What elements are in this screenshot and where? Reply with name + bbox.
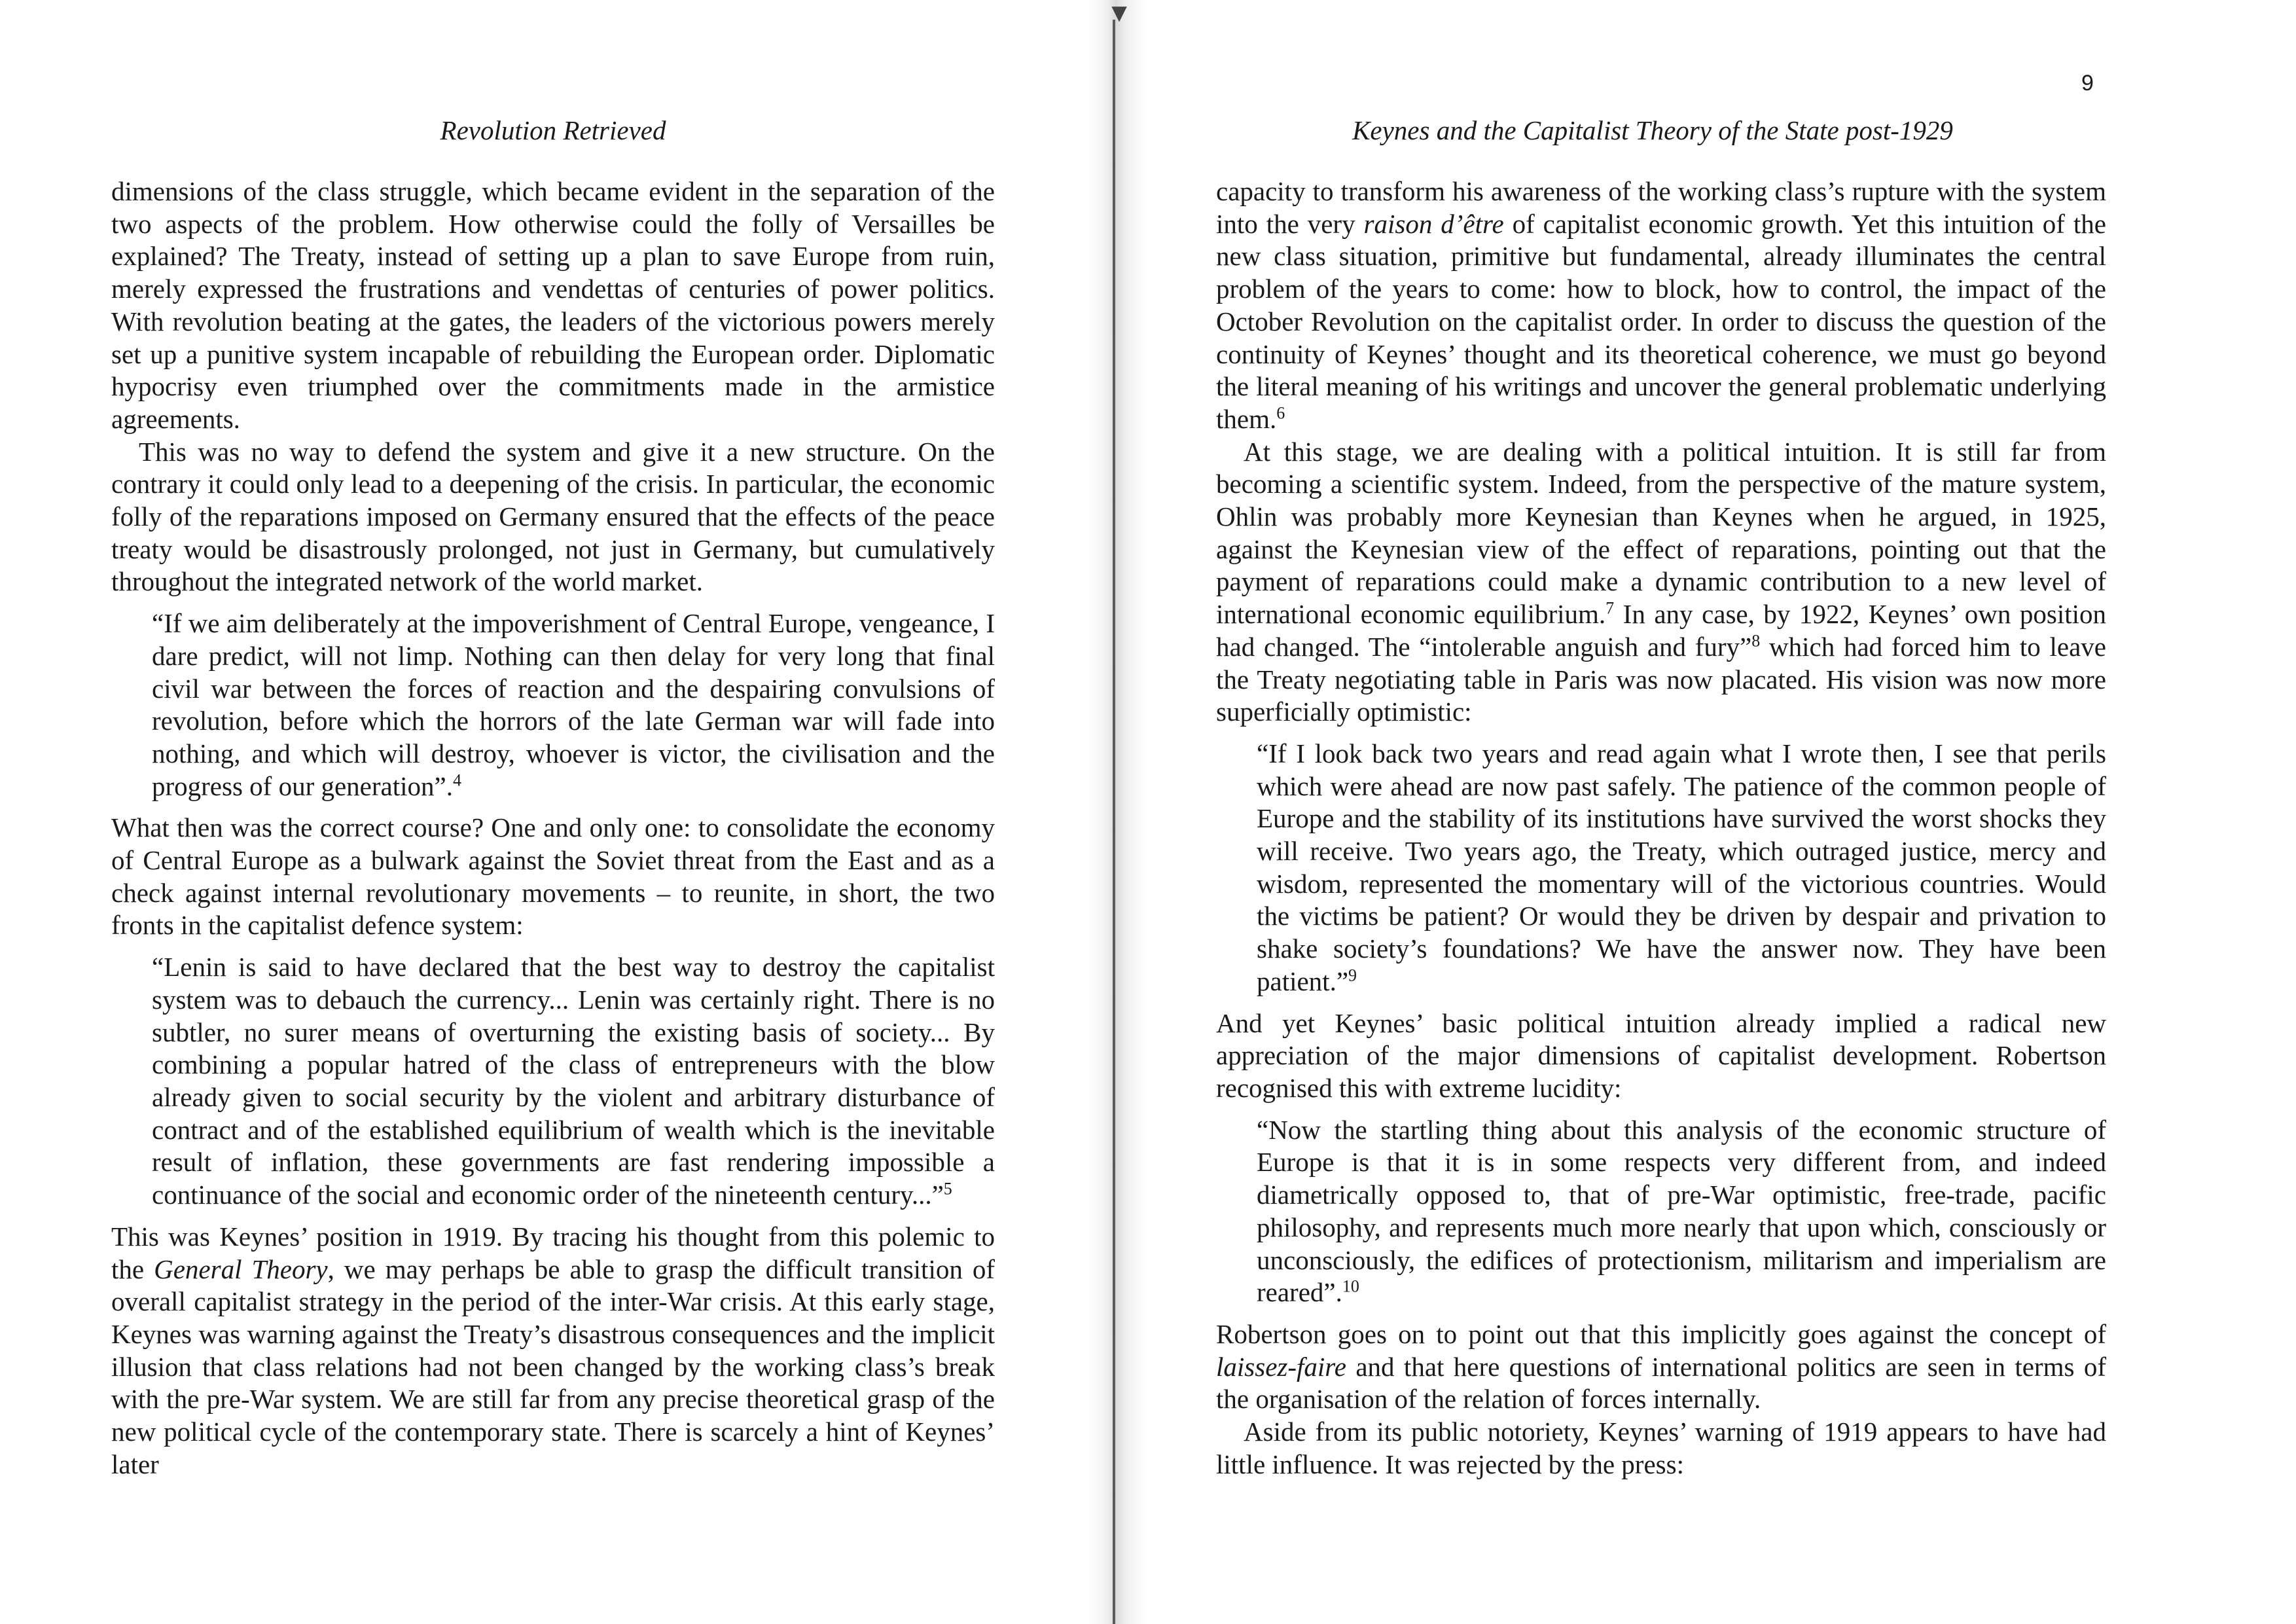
right-paragraph-3: And yet Keynes’ basic political intuition already implied a radical new appreciation of the major dimensions of capitalist development. Robertson recognised this with extreme lucidity: bbox=[1216, 1007, 2106, 1103]
right-paragraph-4-part-b: and that here questions of international politics are seen in terms of the organisation of the relation of forces internally. bbox=[1216, 1351, 2106, 1415]
footnote-ref-4: 4 bbox=[452, 770, 461, 789]
phrase-raison-detre: raison d’être bbox=[1363, 208, 1504, 239]
right-body-text bbox=[1216, 175, 2106, 1481]
right-quote-1 bbox=[1257, 738, 2106, 998]
footnote-ref-9: 9 bbox=[1348, 965, 1357, 985]
page-number: 9 bbox=[2081, 71, 2094, 96]
right-paragraph-2-part-a: At this stage, we are dealing with a political intuition. It is still far from becoming a scientific system. Indeed, from the perspective of the mature system, Ohlin was probably more Keynesian than Keynes when he argued, in 1925, against the Keynesian view of the effect of reparations, pointing out that the payment of reparations could make a dynamic contribution to a new level of international economic equilibrium. bbox=[1216, 436, 2106, 630]
footnote-ref-5: 5 bbox=[943, 1179, 952, 1199]
right-paragraph-5: Aside from its public notoriety, Keynes’ warning of 1919 appears to have had little influence. It was rejected by the press: bbox=[1216, 1416, 2106, 1479]
left-quote-1-text: “If we aim deliberately at the impoverishment of Central Europe, vengeance, I dare predict, will not limp. Nothing can then delay for very long that final civil war between the forces of reaction and the despairing convulsions of revolution, before which the horrors of the late German war will fade into nothing, and which will destroy, whoever is victor, the civilisation and the progress of our generation”. bbox=[152, 608, 995, 801]
right-paragraph-2-part-c: which had forced him to leave the Treaty negotiating table in Paris was now placated. His vision was now more superficially optimistic: bbox=[1216, 631, 2106, 727]
left-paragraph-2: This was no way to defend the system and give it a new structure. On the contrary it could only lead to a deepening of the crisis. In particular, the economic folly of the reparations imposed on Germany ensured that the effects of the peace treaty would be disastrously prolonged, not just in Germany, but cumulatively throughout the integrated network of the world market. bbox=[111, 436, 995, 597]
left-quote-2-text: “Lenin is said to have declared that the best way to destroy the capitalist system was to debauch the currency... Lenin was certainly right. There is no subtler, no surer means of overturning the existing basis of society... By combining a popular hatred of the class of entrepreneurs with the blow already given to social security by the violent and arbitrary disturbance of contract and of the established equilibrium of wealth which is the inevitable result of inflation, these governments are fast rendering impossible a continuance of the social and economic order of the nineteenth century...” bbox=[152, 952, 995, 1210]
left-paragraph-4 bbox=[111, 1221, 995, 1481]
right-paragraph-4 bbox=[1216, 1318, 2106, 1416]
left-paragraph-4-part-b: , we may perhaps be able to grasp the difficult transition of overall capitalist strategy in the period of the inter-War crisis. At this early stage, Keynes was warning against the Treaty’s disastrous consequences and the implicit illusion that class relations had not been changed by the working class’s break with the pre-War system. We are still far from any precise theoretical grasp of the new political cycle of the contemporary state. There is scarcely a hint of Keynes’ later bbox=[111, 1254, 995, 1479]
right-paragraph-1 bbox=[1216, 175, 2106, 436]
footnote-ref-7: 7 bbox=[1605, 598, 1615, 618]
right-paragraph-2 bbox=[1216, 436, 2106, 729]
right-page bbox=[1113, 0, 2296, 1624]
left-paragraph-1: dimensions of the class struggle, which became evident in the separation of the two aspects of the problem. How otherwise could the folly of Versailles be explained? The Treaty, instead of setting up a plan to save Europe from ruin, merely expressed the frustrations and vendettas of centuries of power politics. With revolution beating at the gates, the leaders of the victorious powers merely set up a punitive system incapable of rebuilding the European order. Diplomatic hypocrisy even triumphed over the commitments made in the armistice agreements. bbox=[111, 176, 995, 434]
left-quote-1 bbox=[152, 607, 995, 803]
right-paragraph-1-part-b: of capitalist economic growth. Yet this intuition of the new class situation, primitive but fundamental, already illuminates the central problem of the years to come: how to block, how to control, the impact of the October Revolution on the capitalist order. In order to discuss the question of the continuity of Keynes’ thought and its theoretical coherence, we must go beyond the literal meaning of his writings and uncover the general problematic underlying them. bbox=[1216, 208, 2106, 434]
right-paragraph-2-part-b: In any case, by 1922, Keynes’ own position had changed. The “intolerable anguish and fury” bbox=[1216, 599, 2106, 662]
right-paragraph-4-part-a: Robertson goes on to point out that this implicitly goes against the concept of bbox=[1216, 1318, 2106, 1349]
footnote-ref-8: 8 bbox=[1751, 631, 1761, 651]
left-body-text bbox=[111, 175, 995, 1481]
right-quote-1-text: “If I look back two years and read again what I wrote then, I see that perils which were ahead are now past safely. The patience of the common people of Europe and the stability of its institutions have survived the worst shocks they will receive. Two years ago, the Treaty, which outraged justice, mercy and wisdom, represented the momentary will of the victorious countries. Would the victims be patient? Or would they be driven by despair and privation to shake society’s foundations? We have the answer now. They have been patient.” bbox=[1257, 738, 2106, 996]
footnote-ref-10: 10 bbox=[1342, 1276, 1359, 1296]
left-quote-2 bbox=[152, 951, 995, 1212]
right-quote-2 bbox=[1257, 1114, 2106, 1309]
left-paragraph-4-part-a: This was Keynes’ position in 1919. By tracing his thought from this polemic to the bbox=[111, 1221, 995, 1284]
left-page bbox=[0, 0, 1106, 1624]
left-paragraph-3: What then was the correct course? One and only one: to consolidate the economy of Central Europe as a bulwark against the Soviet threat from the East and as a check against internal revolutionary movements – to reunite, in short, the two fronts in the capitalist defence system: bbox=[111, 812, 995, 941]
footnote-ref-6: 6 bbox=[1276, 403, 1285, 423]
left-running-head: Revolution Retrieved bbox=[440, 115, 666, 145]
binding-mark: ▼ bbox=[1106, 0, 1132, 27]
right-paragraph-1-part-a: capacity to transform his awareness of the working class’s rupture with the system into the very bbox=[1216, 176, 2106, 239]
right-running-head: Keynes and the Capitalist Theory of the State post-1929 bbox=[1352, 115, 1953, 145]
right-quote-2-text: “Now the startling thing about this analysis of the economic structure of Europe is that it is in some respects very different from, and indeed diametrically opposed to, that of pre-War optimistic, free-trade, pacific philosophy, and represents much more nearly that upon which, consciously or unconsciously, the edifices of protectionism, militarism and imperialism are reared”. bbox=[1257, 1114, 2106, 1308]
book-title-general-theory: General Theory bbox=[154, 1254, 328, 1284]
phrase-laissez-faire: laissez-faire bbox=[1216, 1351, 1346, 1382]
